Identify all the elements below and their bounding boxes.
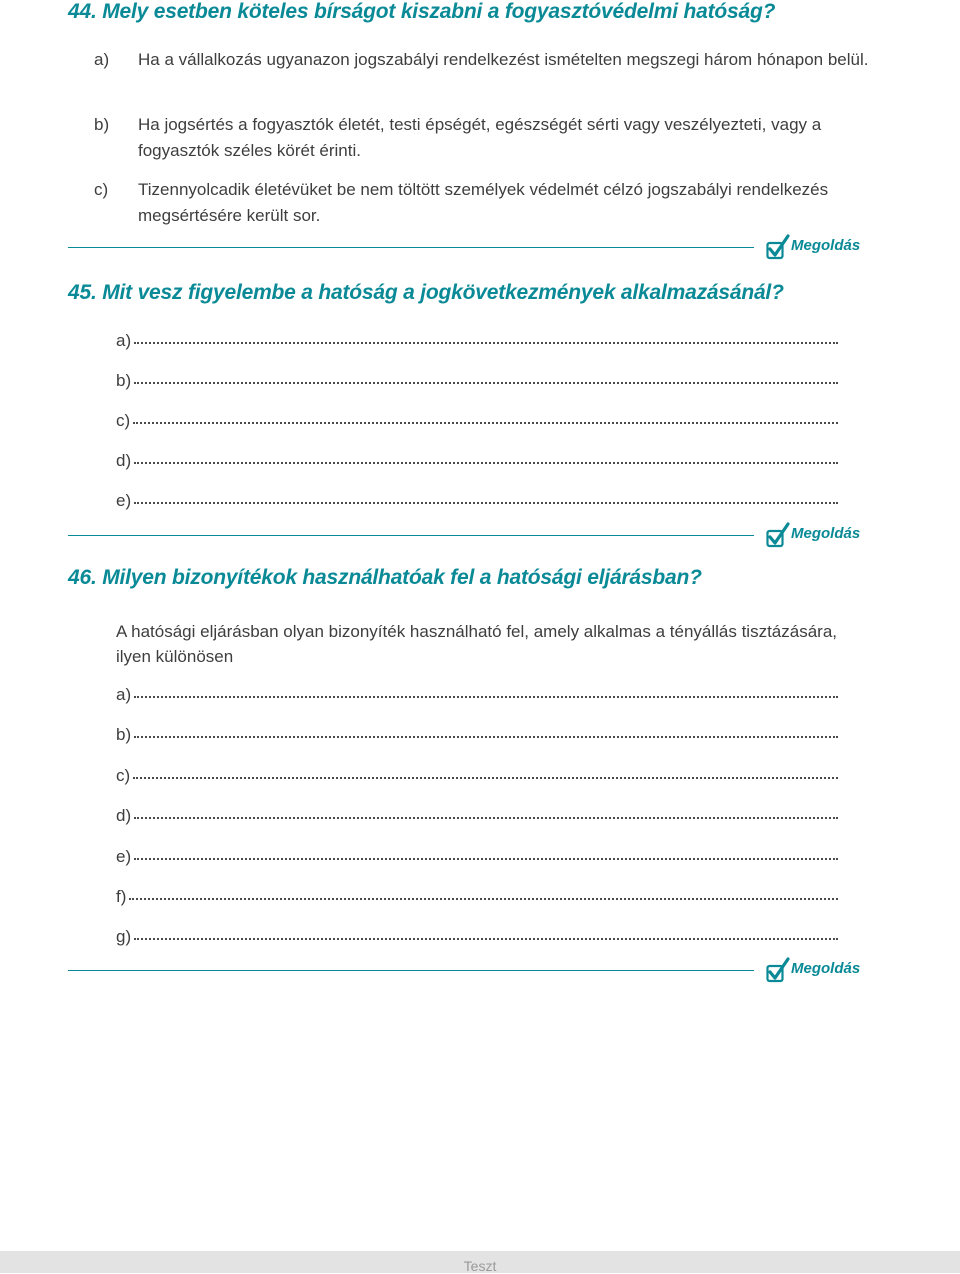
option-label: c) xyxy=(94,180,109,199)
footer-label: Teszt xyxy=(463,1258,497,1274)
answer-blank[interactable] xyxy=(116,684,838,706)
answer-blank[interactable] xyxy=(116,926,838,948)
divider-line xyxy=(68,535,754,536)
divider-line xyxy=(68,247,754,248)
dotted-line xyxy=(133,418,838,424)
solution-link[interactable]: Megoldás xyxy=(791,237,861,254)
dotted-line xyxy=(134,854,838,860)
dotted-line xyxy=(134,378,838,384)
q46-intro: A hatósági eljárásban olyan bizonyíték használható fel, amely alkalmas a tényállás tisztázására, ilyen különösen xyxy=(116,622,838,666)
checkbox-check-icon[interactable] xyxy=(766,522,790,550)
blank-label: b) xyxy=(116,725,132,744)
answer-blank[interactable] xyxy=(116,886,838,908)
dotted-line xyxy=(129,894,838,900)
question-45-title: 45. Mit vesz figyelembe a hatóság a jogkövetkezmények alkalmazásánál? xyxy=(68,281,784,304)
option-text: Ha a vállalkozás ugyanazon jogszabályi rendelkezést ismételten megszegi három hónapon belül. xyxy=(138,50,869,69)
blank-label: g) xyxy=(116,927,132,946)
divider-line xyxy=(68,970,754,971)
dotted-line xyxy=(134,498,838,504)
blank-label: f) xyxy=(116,887,127,906)
dotted-line xyxy=(134,692,838,698)
answer-blank[interactable] xyxy=(116,410,838,432)
answer-blank[interactable] xyxy=(116,450,838,472)
blank-label: c) xyxy=(116,766,131,785)
answer-blank[interactable] xyxy=(116,805,838,827)
blank-label: c) xyxy=(116,411,131,430)
q45-solution-row xyxy=(68,522,861,550)
blank-label: e) xyxy=(116,491,132,510)
blank-label: a) xyxy=(116,685,132,704)
q44-solution-row xyxy=(68,234,861,262)
blank-label: a) xyxy=(116,331,132,350)
blank-label: d) xyxy=(116,806,132,825)
blank-label: b) xyxy=(116,371,132,390)
answer-blank[interactable] xyxy=(116,490,838,512)
q44-option-c xyxy=(94,177,878,229)
dotted-line xyxy=(134,732,838,738)
blank-label: d) xyxy=(116,451,132,470)
blank-label: e) xyxy=(116,847,132,866)
dotted-line xyxy=(134,934,838,940)
answer-blank[interactable] xyxy=(116,370,838,392)
dotted-line xyxy=(134,813,838,819)
dotted-line xyxy=(134,458,838,464)
question-44-title: 44. Mely esetben köteles bírságot kiszabni a fogyasztóvédelmi hatóság? xyxy=(68,0,776,23)
answer-blank[interactable] xyxy=(116,330,838,352)
checkbox-check-icon[interactable] xyxy=(766,234,790,262)
dotted-line xyxy=(133,773,838,779)
dotted-line xyxy=(134,338,838,344)
answer-blank[interactable] xyxy=(116,724,838,746)
option-label: a) xyxy=(94,50,110,69)
solution-link[interactable]: Megoldás xyxy=(791,525,861,542)
option-text: Ha jogsértés a fogyasztók életét, testi épségét, egészségét sérti vagy veszélyezteti, vagy a fogyasztók széles körét érinti. xyxy=(138,115,822,160)
q44-option-b xyxy=(94,112,878,164)
q46-solution-row xyxy=(68,957,861,985)
answer-blank[interactable] xyxy=(116,846,838,868)
answer-blank[interactable] xyxy=(116,765,838,787)
option-text: Tizennyolcadik életévüket be nem töltött személyek védelmét célzó jogszabályi rendelkezés megsértésére került sor. xyxy=(138,180,829,225)
q44-option-a xyxy=(94,47,878,73)
checkbox-check-icon[interactable] xyxy=(766,957,790,985)
question-46-title: 46. Milyen bizonyítékok használhatóak fel a hatósági eljárásban? xyxy=(68,566,702,589)
solution-link[interactable]: Megoldás xyxy=(791,960,861,977)
option-label: b) xyxy=(94,115,110,134)
